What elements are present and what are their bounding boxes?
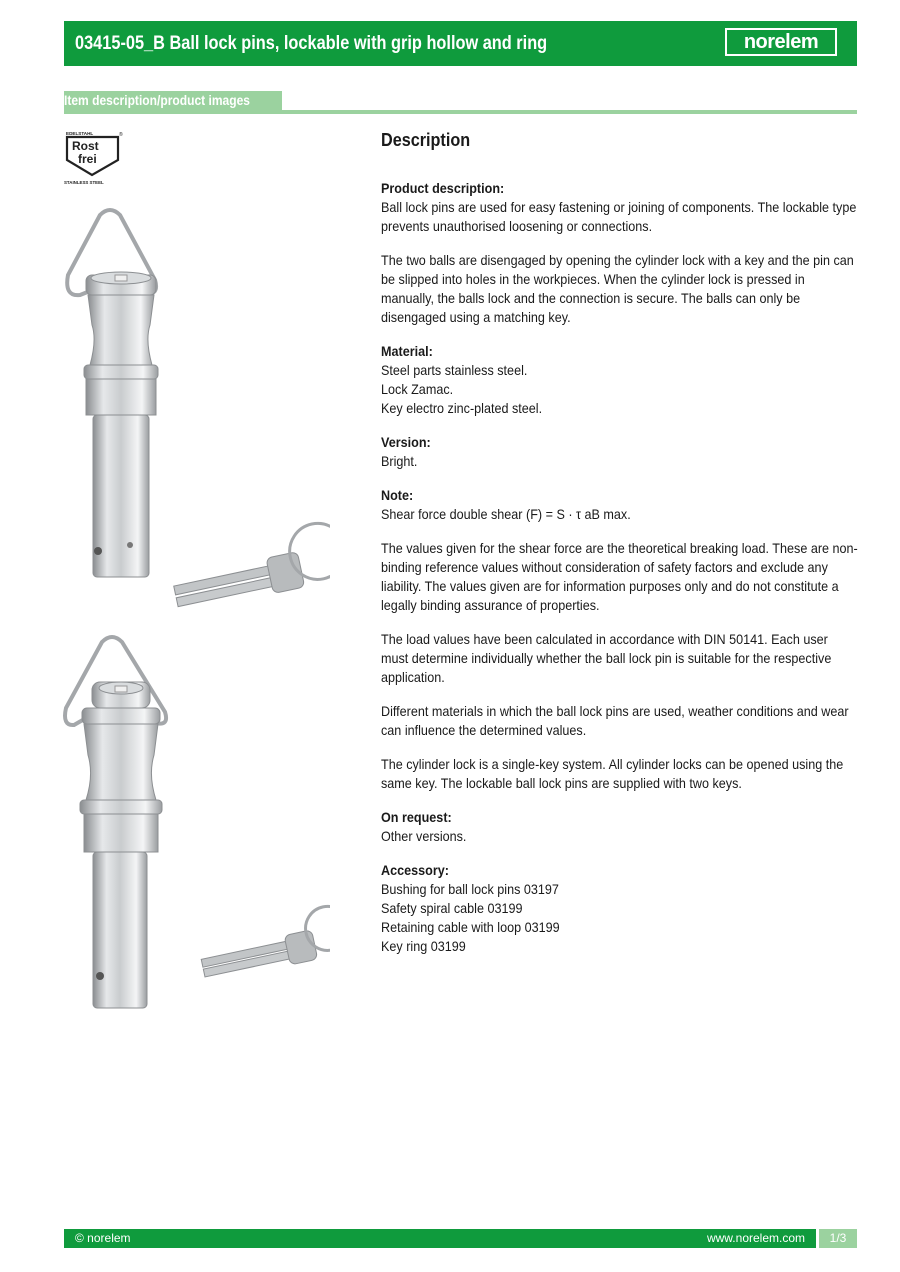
copyright: © norelem <box>75 1231 131 1245</box>
on-request-text: Other versions. <box>381 828 467 844</box>
product-image-ring-open <box>60 630 330 1015</box>
product-description-p1: Ball lock pins are used for easy fastening or joining of components. The lockable type prevents unauthorised loosening or connections. <box>381 199 857 234</box>
accessory-item: Key ring 03199 <box>381 938 466 954</box>
accessory-item: Retaining cable with loop 03199 <box>381 919 560 935</box>
badge-line1: Rost <box>72 139 99 153</box>
product-image-ring-closed <box>60 205 330 630</box>
note-p4: Different materials in which the ball lock pins are used, weather conditions and wear can influence the determined values. <box>381 703 849 738</box>
section-divider <box>64 110 857 114</box>
version-heading: Version: <box>381 434 431 450</box>
version-text: Bright. <box>381 453 418 469</box>
description-title: Description <box>381 130 471 150</box>
accessory-heading: Accessory: <box>381 862 449 878</box>
material-line: Lock Zamac. <box>381 381 454 397</box>
note-p2: The values given for the shear force are the theoretical breaking load. These are non-binding reference values without consideration of safety factors and exclude any liability. The values given are for information purposes only and do not constitute a legally binding assurance of properties. <box>381 540 858 613</box>
stainless-steel-badge-icon <box>64 130 126 186</box>
note-heading: Note: <box>381 487 414 503</box>
note-p3: The load values have been calculated in accordance with DIN 50141. Each user must determine individually whether the ball lock pin is suitable for the respective application. <box>381 631 832 685</box>
norelem-logo <box>725 28 837 56</box>
material-list <box>381 361 858 418</box>
logo-text: norelem <box>743 30 819 53</box>
product-description-p2: The two balls are disengaged by opening the cylinder lock with a key and the pin can be slipped into holes in the workpieces. When the cylinder lock is pressed in manually, the balls lock and the connection is secure. The balls can only be disengaged using a matching key. <box>381 252 854 325</box>
note-p1: Shear force double shear (F) = S · τ aB max. <box>381 506 631 522</box>
note-p5: The cylinder lock is a single-key system. All cylinder locks can be opened using the same key. The lockable ball lock pins are supplied with two keys. <box>381 756 844 791</box>
material-line: Steel parts stainless steel. <box>381 362 528 378</box>
website-link[interactable]: www.norelem.com <box>706 1231 805 1245</box>
material-heading: Material: <box>381 343 433 359</box>
accessory-item: Safety spiral cable 03199 <box>381 900 523 916</box>
badge-line2: frei <box>78 152 97 166</box>
on-request-heading: On request: <box>381 809 452 825</box>
material-line: Key electro zinc-plated steel. <box>381 400 543 416</box>
page-header <box>64 21 857 66</box>
section-label-text: Item description/product images <box>64 92 250 108</box>
badge-top-text: EDELSTAHL <box>66 131 94 136</box>
accessory-item: Bushing for ball lock pins 03197 <box>381 881 559 897</box>
page-footer <box>64 1229 857 1248</box>
product-description-heading: Product description: <box>381 180 505 196</box>
section-label <box>64 91 282 110</box>
badge-mark: ® <box>119 132 123 138</box>
page-title: 03415-05_B Ball lock pins, lockable with grip hollow and ring <box>75 33 548 54</box>
accessory-list <box>381 880 858 956</box>
badge-bottom-text: STAINLESS STEEL <box>64 180 104 185</box>
page-number: 1/3 <box>819 1229 857 1248</box>
description-content <box>381 128 861 956</box>
